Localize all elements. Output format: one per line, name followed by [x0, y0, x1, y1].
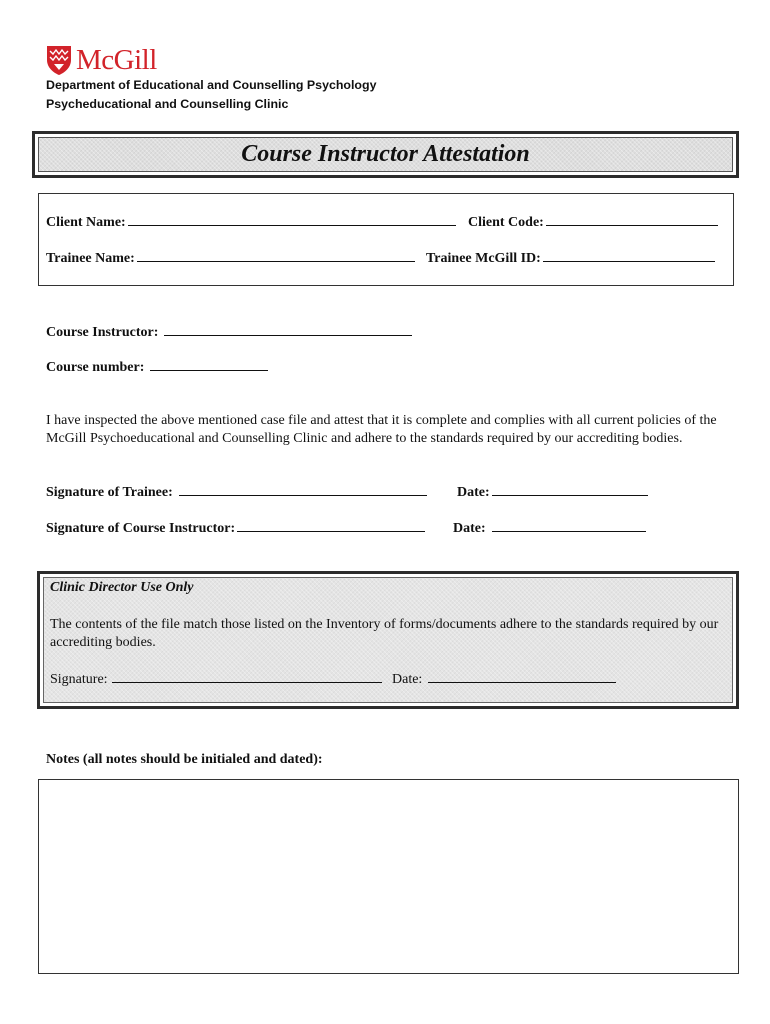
- instructor-signature-label: Signature of Course Instructor:: [46, 521, 236, 536]
- director-signature-line[interactable]: [112, 670, 382, 683]
- instructor-date-label: Date:: [453, 521, 486, 536]
- director-signature-field[interactable]: [50, 670, 382, 688]
- clinic-director-box: [37, 571, 739, 709]
- trainee-name-line[interactable]: [137, 249, 415, 262]
- mcgill-crest-icon: [46, 45, 72, 76]
- course-number-label: Course number:: [46, 360, 145, 375]
- notes-label: Notes (all notes should be initialed and dated):: [46, 752, 323, 767]
- trainee-signature-field[interactable]: [46, 483, 427, 501]
- attestation-text: I have inspected the above mentioned case file and attest that it is complete and complies with all current policies of the McGill Psychoeducational and Counselling Clinic and adhere to the standards required by our accrediting bodies.: [46, 413, 717, 446]
- client-code-field[interactable]: [468, 213, 718, 231]
- client-name-line[interactable]: [128, 213, 456, 226]
- course-number-line[interactable]: [150, 358, 268, 371]
- course-instructor-field[interactable]: [46, 323, 412, 341]
- trainee-date-line[interactable]: [492, 483, 648, 496]
- clinic-name: Psycheducational and Counselling Clinic: [46, 97, 289, 111]
- logo-wordmark: McGill: [76, 43, 157, 76]
- instructor-date-field[interactable]: [453, 519, 646, 537]
- trainee-id-label: Trainee McGill ID:: [426, 251, 541, 266]
- form-title: Course Instructor Attestation: [241, 141, 530, 167]
- instructor-signature-line[interactable]: [237, 519, 425, 532]
- trainee-date-field[interactable]: [457, 483, 648, 501]
- director-section-title: Clinic Director Use Only: [50, 580, 194, 595]
- trainee-id-line[interactable]: [543, 249, 715, 262]
- client-name-label: Client Name:: [46, 215, 126, 230]
- instructor-signature-field[interactable]: [46, 519, 425, 537]
- trainee-signature-label: Signature of Trainee:: [46, 485, 173, 500]
- course-instructor-line[interactable]: [164, 323, 412, 336]
- notes-box[interactable]: [38, 779, 739, 974]
- mcgill-logo: [46, 44, 157, 76]
- course-instructor-label: Course Instructor:: [46, 325, 159, 340]
- client-code-label: Client Code:: [468, 215, 544, 230]
- director-date-field[interactable]: [392, 670, 616, 688]
- director-statement: The contents of the file match those listed on the Inventory of forms/documents adhere to the standards required by our accrediting bodies.: [50, 617, 719, 650]
- course-number-field[interactable]: [46, 358, 268, 376]
- title-box: [32, 131, 739, 178]
- instructor-date-line[interactable]: [492, 519, 646, 532]
- client-name-field[interactable]: [46, 213, 456, 231]
- director-date-line[interactable]: [428, 670, 616, 683]
- director-signature-label: Signature:: [50, 672, 108, 687]
- trainee-name-label: Trainee Name:: [46, 251, 135, 266]
- client-code-line[interactable]: [546, 213, 718, 226]
- director-date-label: Date:: [392, 672, 423, 687]
- trainee-date-label: Date:: [457, 485, 490, 500]
- department-name: Department of Educational and Counselling Psychology: [46, 78, 377, 92]
- trainee-name-field[interactable]: [46, 249, 415, 267]
- trainee-signature-line[interactable]: [179, 483, 427, 496]
- client-info-box: [38, 193, 734, 286]
- trainee-id-field[interactable]: [426, 249, 715, 267]
